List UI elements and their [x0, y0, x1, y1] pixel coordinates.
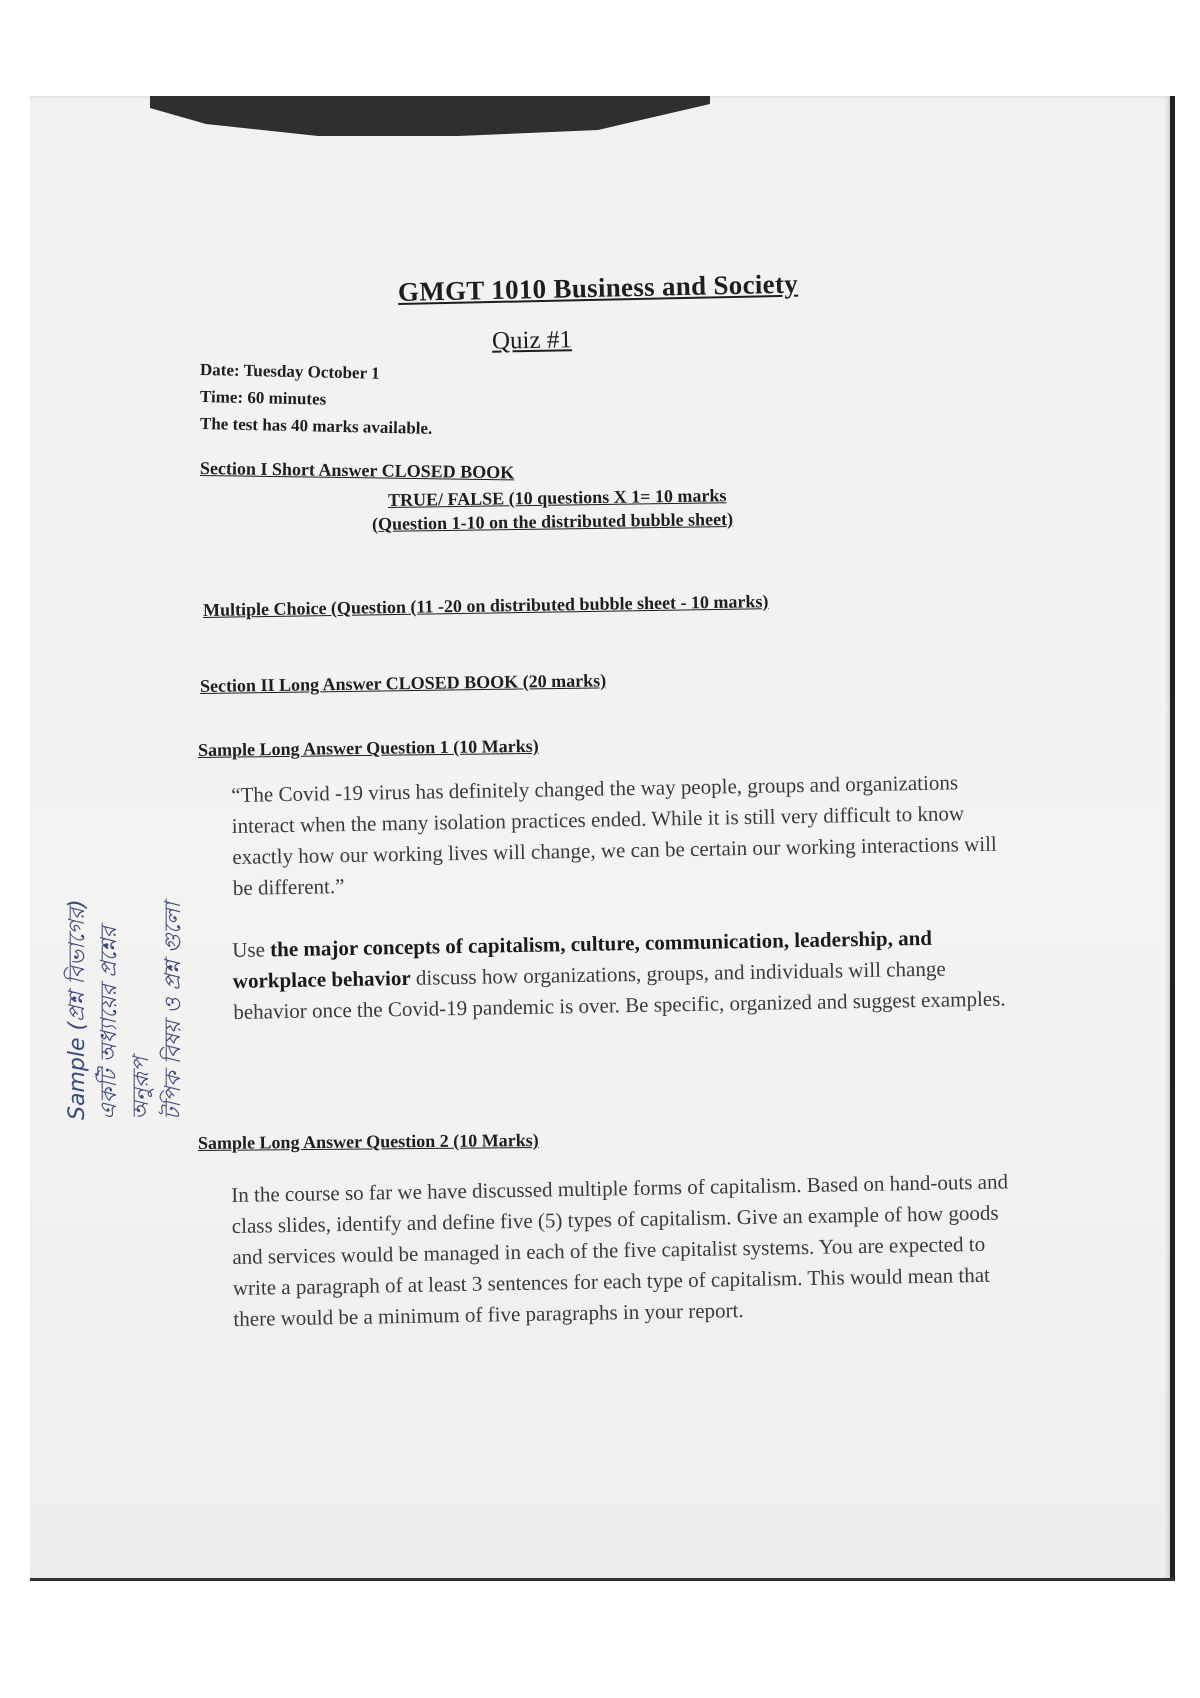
handwritten-line-3: টপিক বিষয় ও প্রশ্ন গুলো	[161, 902, 186, 1120]
marks-line: The test has 40 marks available.	[199, 414, 433, 438]
true-false-line: TRUE/ FALSE (10 questions X 1= 10 marks	[387, 485, 727, 510]
section-1-heading: Section I Short Answer CLOSED BOOK	[199, 458, 515, 483]
quiz-subtitle: Quiz #1	[491, 326, 573, 355]
question-1-prompt	[232, 921, 1014, 1028]
question-2-body: In the course so far we have discussed multiple forms of capitalism. Based on hand-outs and class slides, identify and define five (5) types of capitalism. Give an example of how goods and services would be managed in each of the five capitalist systems. You are expected to write a paragraph of at least 3 sentences for each type of capitalism. This would mean that there would be a minimum of five paragraphs in your report.	[231, 1169, 1009, 1331]
section-2-title: Section II Long Answer CLOSED BOOK	[199, 671, 519, 696]
prompt-rest: discuss how organizations, groups, and individuals will change behavior once the Covid-19 pandemic is over. Be specific, organized and suggest examples.	[233, 956, 1006, 1024]
handwritten-note	[62, 860, 190, 1120]
multiple-choice-line: Multiple Choice (Question (11 -20 on distributed bubble sheet - 10 marks)	[202, 591, 769, 620]
handwritten-line-2: একটি অধ্যায়ের প্রশ্নের অনুরূপ	[97, 926, 154, 1120]
question-2-heading: Sample Long Answer Question 2 (10 Marks)	[197, 1130, 539, 1153]
time-line: Time: 60 minutes	[199, 387, 327, 409]
question-1-heading: Sample Long Answer Question 1 (10 Marks)	[197, 735, 539, 760]
question-1-quote: “The Covid -19 virus has definitely changed the way people, groups and organizations interact when the many isolation practices ended. While it is still very difficult to know exactly how our working lives will change, we can be certain our working interactions will be different.”	[231, 770, 997, 900]
prompt-concepts: the major concepts of capitalism, culture, communication, leadership, and workplace behavior	[232, 925, 933, 993]
section-2-marks: (20 marks)	[522, 670, 607, 692]
scan-edge	[30, 1578, 1175, 1581]
date-line: Date: Tuesday October 1	[199, 360, 380, 383]
true-false-sheet-line: (Question 1-10 on the distributed bubble sheet)	[371, 508, 734, 534]
handwritten-line-1: Sample (প্রশ্ন বিভাগের)	[65, 899, 90, 1120]
prompt-use: Use	[232, 937, 271, 962]
quiz-title: GMGT 1010 Business and Society	[397, 268, 799, 307]
